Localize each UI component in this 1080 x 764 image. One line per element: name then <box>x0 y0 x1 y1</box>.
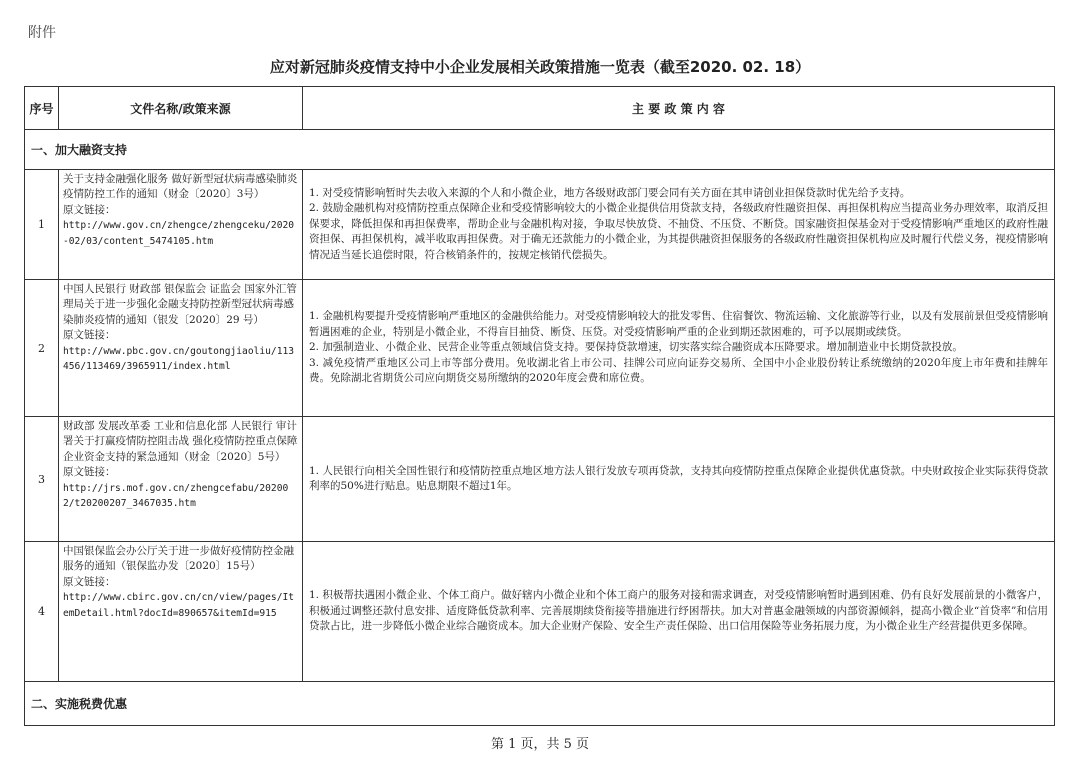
source-cell <box>59 280 303 417</box>
content-cell <box>303 417 1055 542</box>
source-cell <box>59 170 303 280</box>
table-row <box>25 170 1055 280</box>
link-label: 原文链接： <box>63 203 116 216</box>
document-title: 应对新冠肺炎疫情支持中小企业发展相关政策措施一览表（截至2020. 02. 18） <box>269 58 811 76</box>
source-url-link[interactable]: http://www.gov.cn/zhengce/zhengceku/2020-02/03/content_5474105.htm <box>63 220 295 247</box>
column-header-no: 序号 <box>25 87 59 130</box>
section-row-financing <box>25 130 1055 170</box>
content-paragraph: 1. 对受疫情影响暂时失去收入来源的个人和小微企业，地方各级财政部门要会同有关方面在其申请创业担保贷款时优先给予支持。 <box>309 186 911 199</box>
table-row <box>25 280 1055 417</box>
content-paragraph: 3. 减免疫情严重地区公司上市等部分费用。免收湖北省上市公司、挂牌公司应向证券交易所、全国中小企业股份转让系统缴纳的2020年度上市年费和挂牌年费。免除湖北省期货公司应向期货交易所缴纳的2020年度会费和席位费。 <box>309 356 1048 385</box>
source-cell <box>59 417 303 542</box>
content-cell <box>303 170 1055 280</box>
row-number: 2 <box>25 280 59 417</box>
source-url-link[interactable]: http://www.cbirc.gov.cn/cn/view/pages/ItemDetail.html?docId=890657&itemId=915 <box>63 592 295 619</box>
section-label: 二、实施税费优惠 <box>25 682 1055 726</box>
source-title: 财政部 发展改革委 工业和信息化部 人民银行 审计署关于打赢疫情防控阻击战 强化疫情防控重点保障企业资金支持的紧急通知（财金〔2020〕5号） <box>63 420 298 463</box>
column-header-content: 主 要 政 策 内 容 <box>303 87 1055 130</box>
policy-table <box>24 86 1055 726</box>
section-row-tax <box>25 682 1055 726</box>
attachment-label: 附件 <box>28 25 56 41</box>
section-label: 一、加大融资支持 <box>25 130 1055 170</box>
source-title: 关于支持金融强化服务 做好新型冠状病毒感染肺炎疫情防控工作的通知（财金〔2020〕3号） <box>63 173 298 201</box>
source-url-link[interactable]: http://www.pbc.gov.cn/goutongjiaoliu/113456/113469/3965911/index.html <box>63 345 295 373</box>
content-paragraph: 1. 金融机构要提升受疫情影响严重地区的金融供给能力。对受疫情影响较大的批发零售、住宿餐饮、物流运输、文化旅游等行业，以及有发展前景但受疫情影响暂遇困难的企业，特别是小微企业，不得盲目抽贷、断贷、压贷。对受疫情影响严重的企业到期还款困难的，可予以展期或续贷。 <box>309 310 1048 338</box>
content-cell <box>303 280 1055 417</box>
source-title: 中国人民银行 财政部 银保监会 证监会 国家外汇管理局关于进一步强化金融支持防控新型冠状病毒感染肺炎疫情的通知（银发〔2020〕29 号） <box>63 283 297 326</box>
source-url-link[interactable]: http://jrs.mof.gov.cn/zhengcefabu/202002/t20200207_3467035.htm <box>63 482 289 510</box>
column-header-source: 文件名称/政策来源 <box>59 87 303 130</box>
content-paragraph: 1. 积极帮扶遇困小微企业、个体工商户。做好辖内小微企业和个体工商户的服务对接和需求调查，对受疫情影响暂时遇到困难、仍有良好发展前景的小微客户，积极通过调整还款付息安排、适度降低贷款利率、完善展期续贷衔接等措施进行纾困帮扶。加大对普惠金融领域的内部资源倾斜，提高小微企业“首贷率”和信用贷款占比，进一步降低小微企业综合融资成本。加大企业财产保险、安全生产责任保险、出口信用保险等业务拓展力度，为小微企业生产经营提供更多保障。 <box>309 589 1048 633</box>
link-label: 原文链接： <box>63 466 116 479</box>
table-row <box>25 542 1055 682</box>
row-number: 3 <box>25 417 59 542</box>
content-paragraph: 2. 加强制造业、小微企业、民营企业等重点领域信贷支持。要保持贷款增速，切实落实综合融资成本压降要求。增加制造业中长期贷款投放。 <box>309 341 963 354</box>
content-cell <box>303 542 1055 682</box>
row-number: 4 <box>25 542 59 682</box>
source-title: 中国银保监会办公厅关于进一步做好疫情防控金融服务的通知（银保监办发〔2020〕15号） <box>63 545 294 573</box>
link-label: 原文链接： <box>63 575 116 588</box>
table-row <box>25 417 1055 542</box>
content-paragraph: 1. 人民银行向相关全国性银行和疫情防控重点地区地方法人银行发放专项再贷款，支持其向疫情防控重点保障企业提供优惠贷款。中央财政按企业实际获得贷款利率的50%进行贴息。贴息期限不超过1年。 <box>309 464 1048 492</box>
source-cell <box>59 542 303 682</box>
page-number: 第 1 页，共 5 页 <box>490 737 590 752</box>
row-number: 1 <box>25 170 59 280</box>
content-paragraph: 2. 鼓励金融机构对疫情防控重点保障企业和受疫情影响较大的小微企业提供信用贷款支持，各级政府性融资担保、再担保机构应当提高业务办理效率，取消反担保要求，降低担保和再担保费率，帮助企业与金融机构对接，争取尽快放贷、不抽贷、不压贷、不断贷。国家融资担保基金对于受疫情影响严重地区的政府性融资担保、再担保机构，减半收取再担保费。对于确无还款能力的小微企业，为其提供融资担保服务的各级政府性融资担保机构应及时履行代偿义务，视疫情影响情况适当延长追偿时限，符合核销条件的，按规定核销代偿损失。 <box>309 202 1048 261</box>
table-header-row <box>25 87 1055 130</box>
link-label: 原文链接： <box>63 329 116 342</box>
